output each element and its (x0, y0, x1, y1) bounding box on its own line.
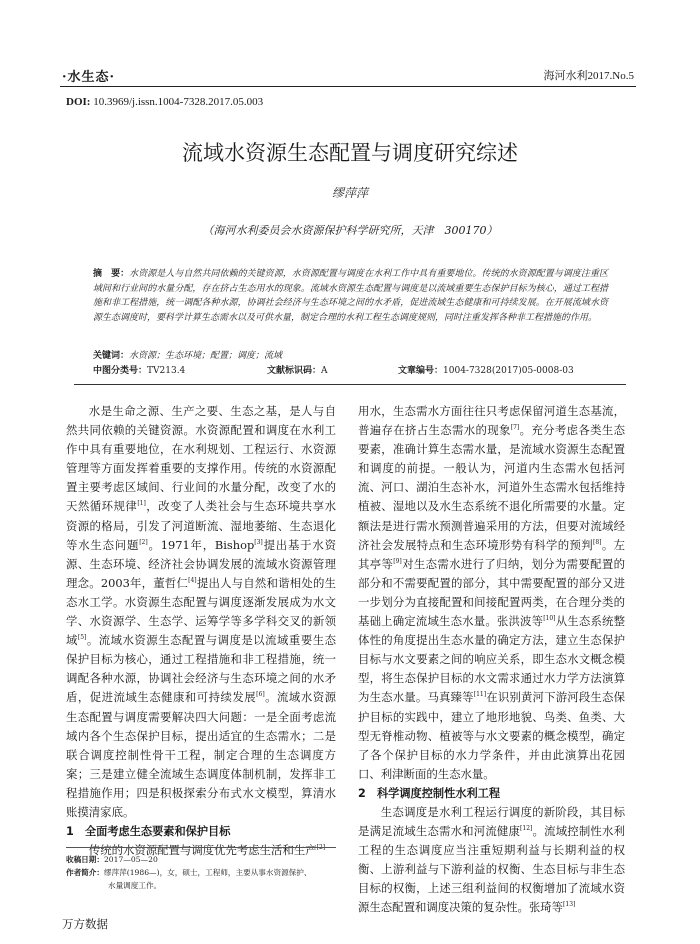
doi-label: DOI (66, 96, 87, 108)
document-code: 文献标识码：A (267, 366, 328, 376)
footnote-divider (66, 847, 336, 848)
footnote (66, 853, 336, 893)
section-heading-1: 1 全面考虑生态要素和保护目标 (66, 825, 231, 839)
abstract-label: 摘 要： (93, 269, 130, 279)
doi-value[interactable]: 10.3969/j.issn.1004-7328.2017.05.003 (93, 96, 264, 108)
abstract-text: 水资源是人与自然共同依赖的关键资源，水资源配置与调度在水利工作中具有重要地位。传统的水资源配置与调度注重区域间和行业间的水量分配，存在挤占生态用水的现象。流域水资源生态配置与调度是以流域重要生态保护目标为核心，通过工程措施和非工程措施，统一调配各种水源，协调社会经济与生态环境之间的水矛盾，促进流域生态健康和可持续发展。在开展流域水资源生态调度时，要科学计算生态需水以及可供水量，制定合理的水利工程生态调度规则，同时注重发挥各种非工程措施的作用。 (93, 269, 608, 323)
keywords-label: 关键词： (93, 351, 130, 361)
journal-issue: 海河水利2017.No.5 (543, 70, 634, 82)
keywords (93, 348, 282, 361)
author-name: 缪萍萍 (331, 186, 368, 200)
section-heading-2: 2 科学调度控制性水利工程 (358, 786, 501, 800)
header-divider (60, 86, 636, 87)
left-column (66, 402, 336, 860)
watermark: 万方数据 (62, 917, 108, 931)
body-paragraph: 水是生命之源、生产之要、生态之基，是人与自然共同依赖的关键资源。水资源配置和调度在水利工作中具有重要地位，在水利规划、工程运行、水资源管理等方面发挥着重要的支撑作用。传统的水资源配置主要考虑区域间、行业间的水量分配，改变了水的天然循环规律[1]，改变了人类社会与生态环境共享水资源的格局，引发了河道断流、湿地萎缩、生态退化等水生态问题[2]。1971年，Bishop[3]提出基于水资源、生态环境、经济社会协调发展的流域水资源管理理念。2003年，董哲仁[4]提出人与自然和谐相处的生态水工学。水资源生态配置与调度逐渐发展成为水文学、水资源学、生态学、运筹学等多学科交叉的新领域[5]。流域水资源生态配置与调度是以流域重要生态保护目标为核心，通过工程措施和非工程措施，统一调配各种水源，协调社会经济与生态环境之间的水矛盾，促进流域生态健康和可持续发展[6]。流域水资源生态配置与调度需要解决四大问题：一是全面考虑流域内各个生态保护目标，提出适宜的生态需水；二是联合调度控制性骨干工程，制定合理的生态调度方案；三是建立健全流域生态调度体制机制，发挥非工程措施作用；四是积极探索分布式水文模型，算清水账摸清家底。 (66, 404, 336, 819)
abstract-divider (74, 384, 626, 385)
body-paragraph: 用水，生态需水方面往往只考虑保留河道生态基流，普遍存在挤占生态需水的现象[7]。充分考虑各类生态要素，准确计算生态需水量，是流域水资源生态配置和调度的前提。一般认为，河道内生态需水包括河流、河口、湖泊生态补水，河道外生态需水包括维持植被、湿地以及水生态系统不退化所需要的水量。定额法是进行需水预测普遍采用的方法，但要对流域经济社会发展特点和生态环境形势有科学的预判[8]。左其亭等[9]对生态需水进行了归纳，划分为需要配置的部分和不需要配置的部分，其中需要配置的部分又进一步划分为直接配置和间接配置两类，在合理分类的基础上确定流域生态水量。张洪波等[10]从生态系统整体性的角度提出生态水量的确定方法，建立生态保护目标与水文要素之间的响应关系，即生态水文概念模型，将生态保护目标的水文需求通过水力学方法演算为生态水量。马真臻等[11]在识别黄河下游河段生态保护目标的实践中，建立了地形地貌、鸟类、鱼类、大型无脊椎动物、植被等与水文要素的概念模型，确定了各个保护目标的水力学条件，并由此演算出花园口、利津断面的生态水量。 (358, 404, 625, 781)
keywords-text: 水资源；生态环境；配置；调度；流域 (129, 351, 283, 361)
body-paragraph: 生态调度是水利工程运行调度的新阶段，其目标是满足流域生态需水和河流健康[12]。流域控制性水利工程的生态调度应当注重短期利益与长期利益的权衡、上游利益与下游利益的权衡、生态目标与非生态目标的权衡，上述三组利益间的权衡增加了流域水资源生态配置和调度决策的复杂性。张琦等[13] (358, 804, 625, 915)
doi-line: DOI: 10.3969/j.issn.1004-7328.2017.05.003 (66, 96, 264, 108)
right-column (358, 402, 625, 918)
paper-title: 流域水资源生态配置与调度研究综述 (182, 141, 518, 165)
abstract (93, 267, 608, 325)
body-paragraph: 传统的水资源配置与调度优先考虑生活和生产[2] (88, 843, 326, 858)
section-label: ·水生态· (62, 70, 116, 85)
clc-number: 中图分类号：TV213.4 (93, 366, 186, 376)
article-number: 文章编号：1004-7328(2017)05-0008-03 (398, 366, 574, 376)
received-date: 收稿日期：2017—05—20 (66, 855, 158, 864)
author-affiliation: （海河水利委员会水资源保护科学研究所，天津 300170） (202, 224, 498, 237)
author-bio: 作者简介：缪萍萍(1986—)，女，硕士，工程师，主要从事水资源保护、 水量调度工作。 (66, 868, 312, 891)
